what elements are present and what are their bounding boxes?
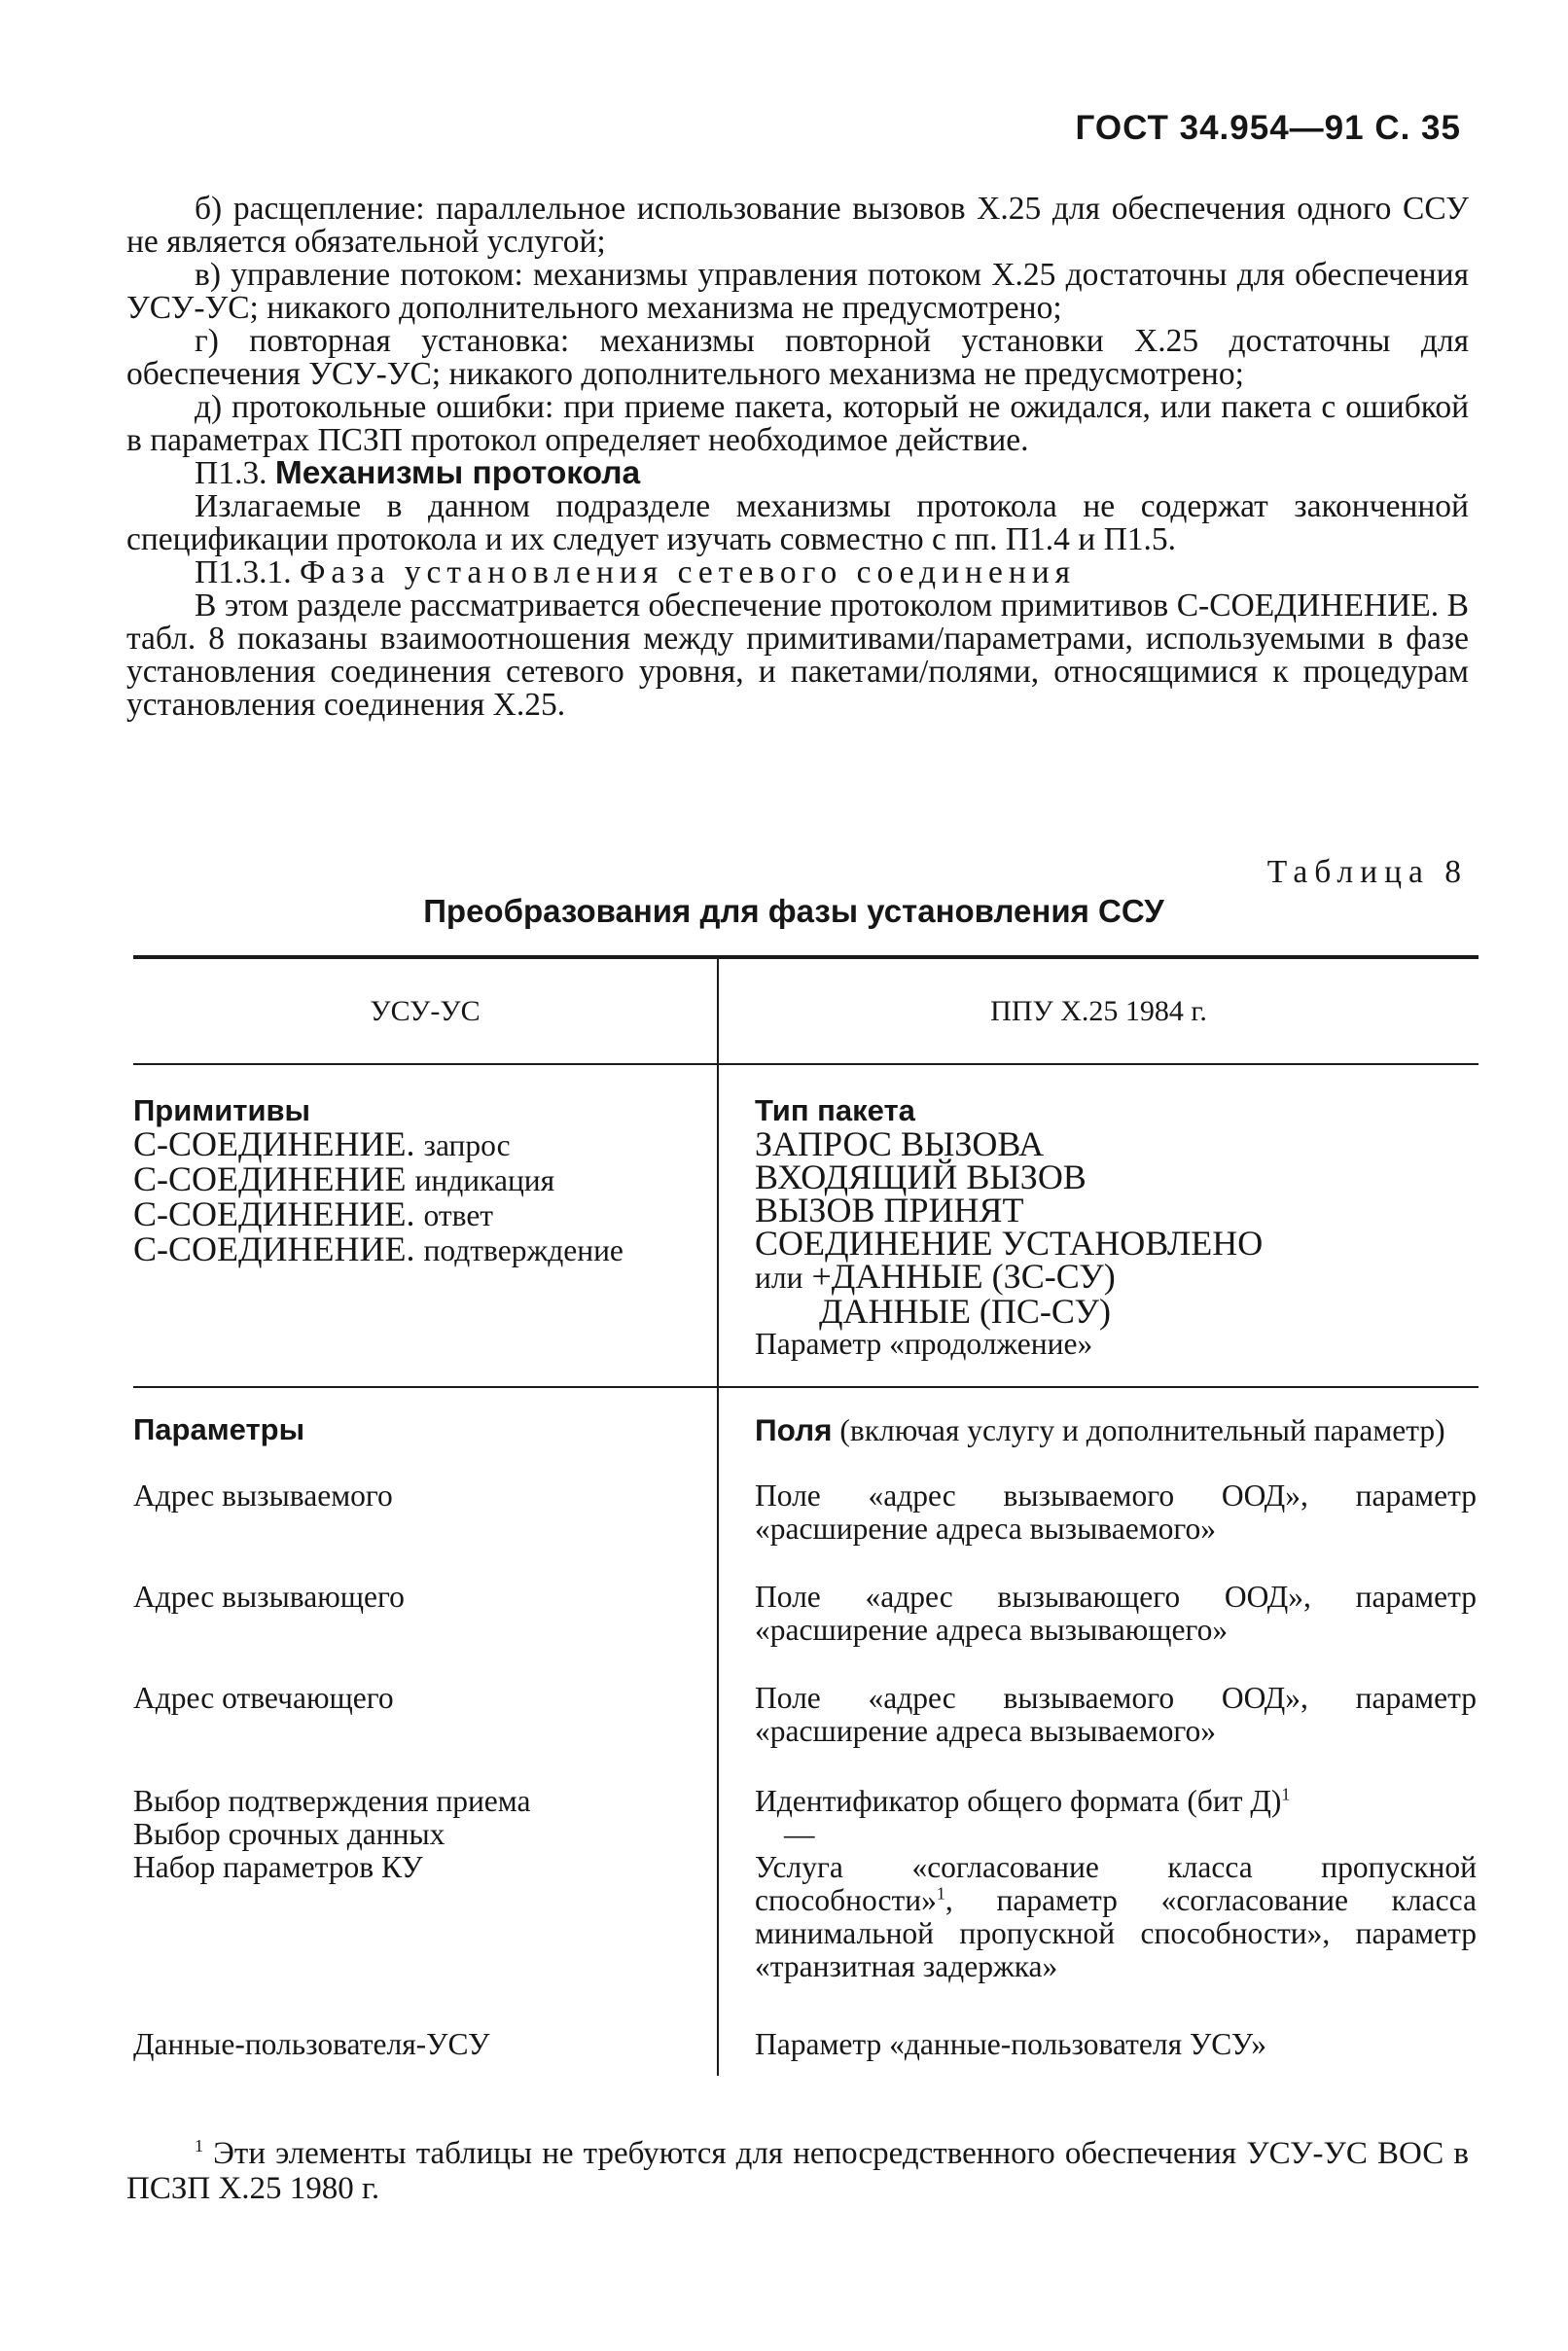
- parameter-row: Адрес отвечающего: [133, 1681, 394, 1715]
- packet-type-row: или +ДАННЫЕ (ЗС-СУ): [755, 1257, 1116, 1296]
- paragraph-protocol-errors: д) протокольные ошибки: при приеме пакета, который не ожидался, или пакета с ошибкой в параметрах ПСЗП протокол определяет необходимое действие.: [126, 389, 1469, 458]
- field-row: —: [784, 1817, 815, 1851]
- packet-type-row: ЗАПРОС ВЫЗОВА: [755, 1124, 1045, 1163]
- paragraph-reset: г) повторная установка: механизмы повторной установки Х.25 достаточны для обеспечения УСУ-УС; никакого дополнительного механизма не предусмотрено;: [126, 323, 1469, 392]
- parameter-row: Набор параметров КУ: [133, 1850, 423, 1884]
- field-row: Параметр «данные-пользователя УСУ»: [755, 2027, 1266, 2061]
- primitive-row: С-СОЕДИНЕНИЕ. подтверждение: [133, 1229, 624, 1268]
- parameter-row: Адрес вызывающего: [133, 1580, 405, 1614]
- fields-column: [755, 1413, 1477, 2075]
- table-caption: Таблица 8: [1266, 854, 1468, 890]
- paragraph-flow-control: в) управление потоком: механизмы управления потоком Х.25 достаточны для обеспечения УСУ-УС; никакого дополнительного механизма не предусмотрено;: [126, 257, 1469, 326]
- subsection-number: П1.3.1.: [195, 554, 292, 590]
- packet-types-column: [755, 1094, 1477, 1361]
- table-top-rule: [133, 955, 1479, 959]
- footnote: [126, 2136, 1469, 2206]
- field-row: Поле «адрес вызывающего ООД», параметр «расширение адреса вызывающего»: [755, 1580, 1477, 1647]
- body-text: [126, 193, 1469, 722]
- table-title: Преобразования для фазы установления ССУ: [423, 893, 1164, 929]
- packet-type-row: ВЫЗОВ ПРИНЯТ: [755, 1191, 1024, 1229]
- primitive-row: С-СОЕДИНЕНИЕ индикация: [133, 1159, 555, 1198]
- footnote-text: $^1$ Эти элементы таблицы не требуются для непосредственного обеспечения УСУ-УС ВОС в ПСЗП Х.25 1980 г.: [126, 2136, 1469, 2206]
- packet-type-row: ДАННЫЕ (ПС-СУ): [819, 1292, 1111, 1331]
- paragraph-connection-setup: В этом разделе рассматривается обеспечение протоколом примитивов С-СОЕДИНЕНИЕ. В табл. 8 показаны взаимоотношения между примитивами/параметрами, используемыми в фазе установления соединения сетевого уровня, и пакетами/полями, относящимися к процедурам установления соединения Х.25.: [126, 588, 1469, 723]
- primitive-row: С-СОЕДИНЕНИЕ. ответ: [133, 1194, 494, 1233]
- parameter-row: Адрес вызываемого: [133, 1478, 393, 1513]
- packet-type-row: СОЕДИНЕНИЕ УСТАНОВЛЕНО: [755, 1224, 1264, 1263]
- table-section-rule: [133, 1386, 1479, 1388]
- parameter-row: Выбор подтверждения приема: [133, 1784, 531, 1818]
- packet-type-label: Тип пакета: [755, 1093, 915, 1127]
- table-header-left: УСУ-УС: [370, 995, 481, 1027]
- field-row: Услуга «согласование класса пропускной способности»$^1$, параметр «согласование класса минимальной пропускной способности», параметр «транзитная задержка»: [755, 1850, 1477, 1983]
- section-heading-p1-3: [126, 457, 1469, 490]
- primitive-row: С-СОЕДИНЕНИЕ. запрос: [133, 1124, 511, 1163]
- parameters-label: Параметры: [133, 1412, 305, 1446]
- subsection-title: Фаза установления сетевого соединения: [299, 554, 1077, 590]
- table-header-rule: [133, 1063, 1479, 1065]
- primitives-label: Примитивы: [133, 1093, 311, 1127]
- section-heading-p1-3-1: [126, 556, 1469, 589]
- parameter-row: Выбор срочных данных: [133, 1817, 445, 1851]
- packet-type-row: ВХОДЯЩИЙ ВЫЗОВ: [755, 1158, 1087, 1196]
- paragraph-mechanisms: Излагаемые в данном подразделе механизмы протокола не содержат законченной спецификации протокола и их следует изучать совместно с пп. П1.4 и П1.5.: [126, 488, 1469, 557]
- field-row: Поле «адрес вызываемого ООД», параметр «расширение адреса вызываемого»: [755, 1681, 1477, 1748]
- table-header-right: ППУ Х.25 1984 г.: [990, 995, 1207, 1027]
- field-row: Поле «адрес вызываемого ООД», параметр «расширение адреса вызываемого»: [755, 1478, 1477, 1546]
- running-head: ГОСТ 34.954—91 С. 35: [1075, 109, 1461, 147]
- parameters-column: [133, 1413, 697, 2075]
- table-column-divider: [717, 959, 719, 2076]
- parameter-row: Данные-пользователя-УСУ: [133, 2027, 490, 2061]
- field-row: Идентификатор общего формата (бит Д)$^1$: [755, 1784, 1291, 1818]
- section-title: Механизмы протокола: [274, 455, 641, 491]
- continue-parameter: Параметр «продолжение»: [755, 1327, 1093, 1361]
- paragraph-split: б) расщепление: параллельное использование вызовов Х.25 для обеспечения одного ССУ не является обязательной услугой;: [126, 191, 1469, 260]
- fields-label: Поля (включая услугу и дополнительный параметр): [755, 1412, 1445, 1447]
- section-number: П1.3.: [195, 455, 267, 491]
- primitives-column: [133, 1094, 697, 1267]
